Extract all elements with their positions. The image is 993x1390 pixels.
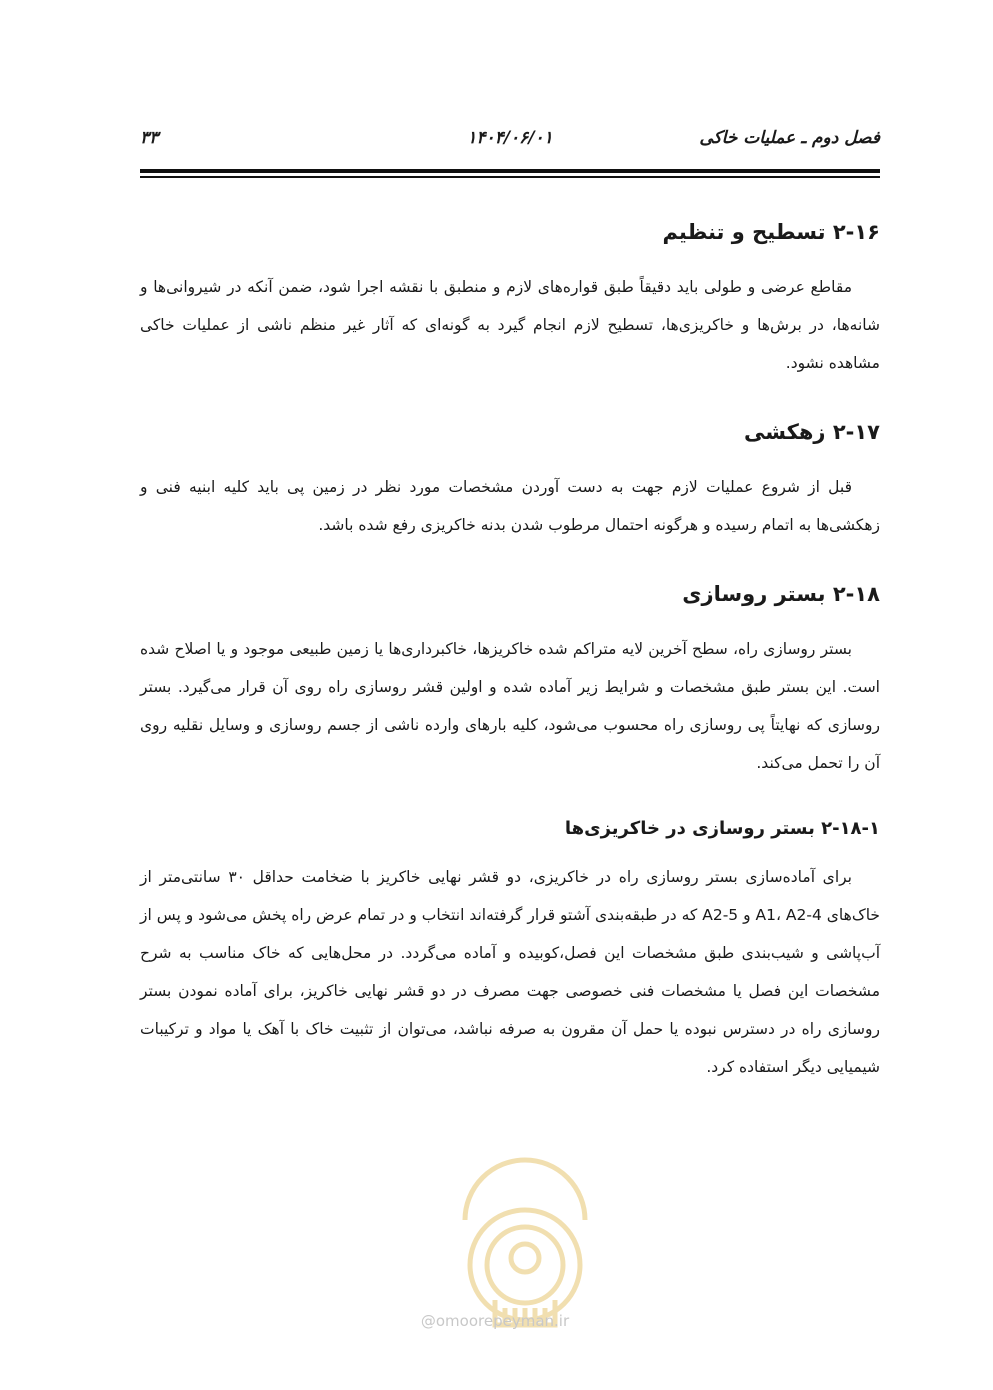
section-paragraph-2-17: قبل از شروع عملیات لازم جهت به دست آوردن مشخصات مورد نظر در زمین پی باید کلیه ابنیه فنی و زهکشی‌ها به اتمام رسیده و هرگونه احتمال مرطوب شدن بدنه خاکریزی رفع شده باشد. (140, 478, 880, 534)
header-rule-thin (140, 176, 880, 178)
subsection-paragraph-2-18-1: برای آماده‌سازی بستر روسازی راه در خاکریزی، دو قشر نهایی خاکریز با ضخامت حداقل ۳۰ سانتی‌متر از خاک‌های A1، A2-4 و A2-5 که در طبقه‌بندی آشتو قرار گرفته‌اند انتخاب و در تمام عرض راه پخش می‌شود و پس از آب‌پاشی و شیب‌بندی طبق مشخصات این فصل،کوبیده و آماده می‌گردد. در محل‌هایی که خاک مناسب به شرح مشخصات این فصل یا مشخصات فنی خصوصی جهت مصرف در دو قشر نهایی خاکریز، برای آماده نمودن بستر روسازی راه در دسترس نبوده یا حمل آن مقرون به صرفه نباشد، می‌توان از تثبیت خاک با آهک یا مواد و ترکیبات شیمیایی دیگر استفاده کرد. (140, 868, 880, 1076)
section-paragraph-2-18: بستر روسازی راه، سطح آخرین لایه متراکم شده خاکریزها، خاکبرداری‌ها یا زمین طبیعی موجود و یا اصلاح شده است. این بستر طبق مشخصات و شرایط زیر آماده شده و اولین قشر روسازی راه روی آن قرار می‌گیرد. بستر روسازی که نهایتاً پی روسازی راه محسوب می‌شود، کلیه بارهای وارده ناشی از جسم روسازی و وسایل نقلیه روی آن را تحمل می‌کند. (140, 640, 880, 772)
watermark-site: @omoorepeyman.ir (420, 1312, 570, 1330)
subsection-heading-2-18-1: ۲-۱۸-۱ بستر روسازی در خاکریزی‌ها (564, 818, 880, 839)
section-heading-2-17: ۲-۱۷ زهکشی (744, 420, 880, 444)
header-rule-thick (140, 169, 880, 173)
section-heading-2-18: ۲-۱۸ بستر روسازی (682, 582, 880, 606)
section-heading-2-16: ۲-۱۶ تسطیح و تنظیم (662, 220, 880, 244)
section-paragraph-2-16: مقاطع عرضی و طولی باید دقیقاً طبق قواره‌های لازم و منطبق با نقشه اجرا شود، ضمن آنکه در شیروانی‌ها و شانه‌ها، در برش‌ها و خاکریزی‌ها، تسطیح لازم انجام گیرد به گونه‌ای که آثار غیر منظم ناشی از عملیات خاکی مشاهده نشود. (140, 278, 880, 372)
page-header (140, 128, 880, 162)
chapter-title: فصل دوم ـ عملیات خاکی (699, 128, 880, 148)
header-date: ۱۴۰۴/۰۶/۰۱ (467, 128, 553, 148)
page-body (140, 212, 880, 1116)
page-number: ۳۳ (140, 128, 159, 148)
